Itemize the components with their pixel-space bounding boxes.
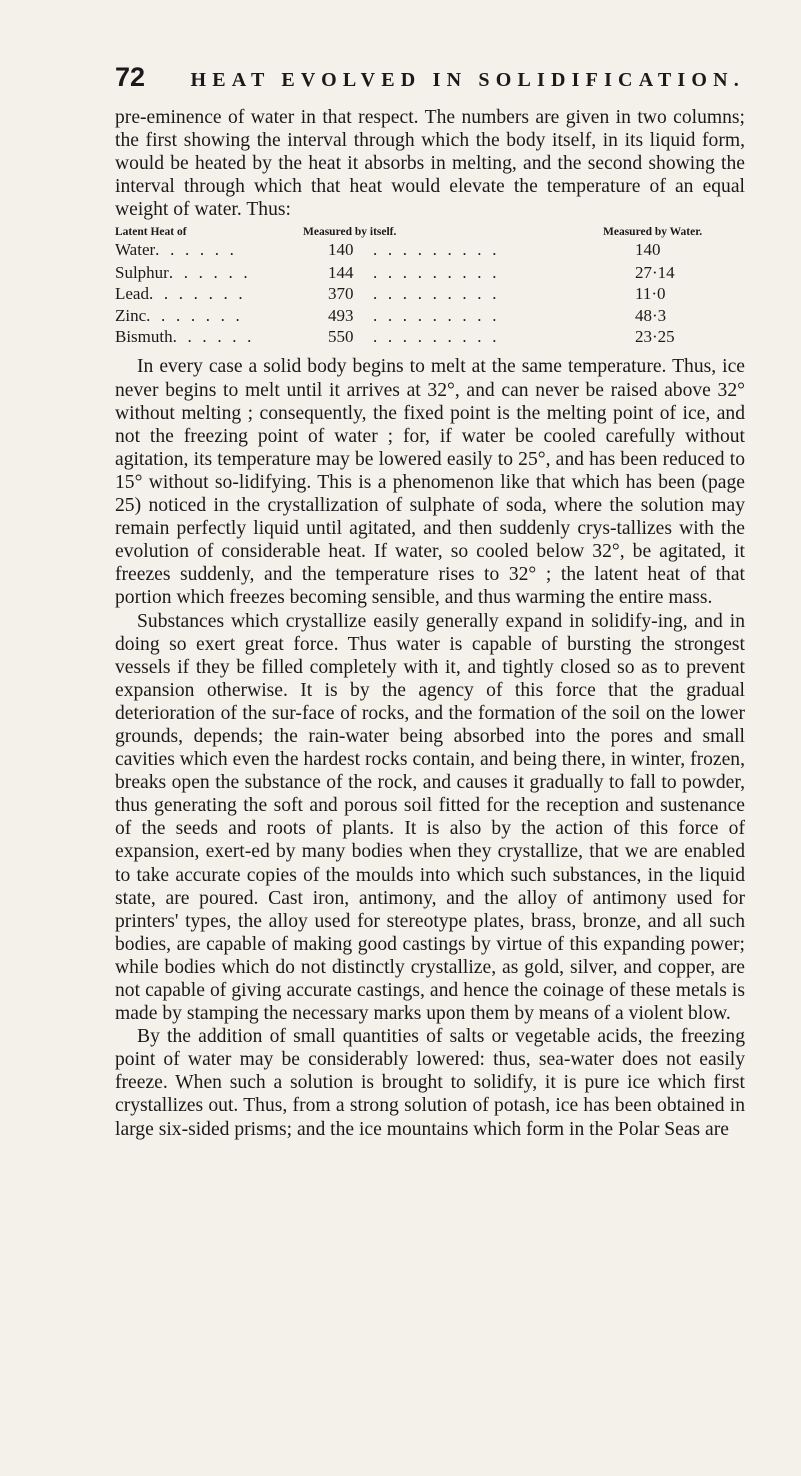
row-leader: . . . . . . bbox=[172, 327, 255, 347]
paragraph: Substances which crystallize easily generally expand in solidify-ing, and in doing so exert great force. Thus water is capable of bursting the strongest vessels if they be filled completely with it, and tightly closed so as to prevent expansion otherwise. It is by the agency of this force that the gradual deterioration of the sur-face of rocks, and the formation of the soil on the lower grounds, depends; the rain-water being absorbed into the pores and small cavities which even the hardest rocks contain, and being there, in winter, frozen, breaks open the substance of the rock, and causes it gradually to fall to powder, thus generating the soft and porous soil fitted for the reception and sustenance of the seeds and roots of plants. It is also by the action of this force of expansion, exert-ed by many bodies when they crystallize, that we are enabled to take accurate copies of the moulds into which such substances, in the liquid state, are poured. Cast iron, antimony, and the alloy of antimony used for printers' types, the alloy used for stereotype plates, brass, bronze, and all such bodies, are capable of making good castings by virtue of this expanding power; while bodies which do not distinctly crystallize, as gold, silver, and copper, are not capable of giving accurate castings, and hence the coinage of these metals is made by stamping the necessary marks upon them by means of a violent blow. bbox=[115, 610, 745, 1025]
row-substance: Water bbox=[115, 240, 156, 260]
running-title: HEAT EVOLVED IN SOLIDIFICATION. bbox=[190, 69, 745, 91]
intro-paragraph: pre-eminence of water in that respect. The numbers are given in two columns; the first showing the interval through which the body itself, in its liquid form, would be heated by the heat it absorbs in melting, and the second showing the interval through which that heat would elevate the temperature of an equal weight of water. Thus: bbox=[115, 107, 745, 221]
row-value-itself: 370 bbox=[328, 284, 354, 304]
row-leader: . . . . . . . bbox=[148, 284, 246, 304]
table-row bbox=[115, 306, 695, 325]
row-substance: Sulphur bbox=[115, 263, 169, 283]
row-value-itself: 144 bbox=[328, 263, 354, 283]
row-leader: . . . . . . . bbox=[146, 306, 244, 326]
table-row bbox=[115, 240, 695, 259]
row-leader: . . . . . . bbox=[168, 263, 251, 283]
table-row bbox=[115, 327, 695, 346]
row-value-water: 140 bbox=[635, 240, 661, 260]
row-value-water: 23·25 bbox=[635, 327, 675, 347]
body-text bbox=[115, 355, 745, 1140]
table-row bbox=[115, 284, 695, 303]
row-value-itself: 550 bbox=[328, 327, 354, 347]
table-header-water: Measured by Water. bbox=[603, 226, 703, 239]
row-value-water: 48·3 bbox=[635, 306, 667, 326]
row-substance: Lead bbox=[115, 284, 149, 304]
row-value-water: 27·14 bbox=[635, 263, 675, 283]
latent-heat-table bbox=[115, 223, 745, 351]
row-leader: . . . . . . bbox=[155, 240, 238, 260]
row-substance: Bismuth bbox=[115, 327, 173, 347]
row-leader: . . . . . . . . . bbox=[373, 240, 500, 260]
row-leader: . . . . . . . . . bbox=[373, 306, 500, 326]
paragraph: In every case a solid body begins to melt at the same temperature. Thus, ice never begins to melt until it arrives at 32°, and can never be raised above 32° without melting ; consequently, the fixed point is the melting point of ice, and not the freezing point of water ; for, if water be cooled carefully without agitation, its temperature may be lowered easily to 25°, and has been reduced to 15° without so-lidifying. This is a phenomenon like that which has been (page 25) noticed in the crystallization of sulphate of soda, where the solution may remain perfectly liquid until agitated, and then suddenly crys-tallizes with the evolution of considerable heat. If water, so cooled below 32°, be agitated, it freezes suddenly, and the temperature rises to 32° ; the latent heat of that portion which freezes becoming sensible, and thus warming the entire mass. bbox=[115, 356, 745, 609]
table-header-itself: Measured by itself. bbox=[303, 226, 397, 239]
row-substance: Zinc bbox=[115, 306, 147, 326]
row-value-itself: 493 bbox=[328, 306, 354, 326]
book-page bbox=[115, 62, 745, 1141]
table-row bbox=[115, 263, 695, 282]
row-leader: . . . . . . . . . bbox=[373, 327, 500, 347]
table-header-substance: Latent Heat of bbox=[115, 226, 187, 239]
running-head bbox=[115, 62, 745, 106]
row-value-itself: 140 bbox=[328, 240, 354, 260]
row-leader: . . . . . . . . . bbox=[373, 263, 500, 283]
page-number: 72 bbox=[115, 62, 146, 92]
paragraph: By the addition of small quantities of salts or vegetable acids, the freezing point of water may be considerably lowered: thus, sea-water does not easily freeze. When such a solution is brought to solidify, it is pure ice which first crystallizes out. Thus, from a strong solution of potash, ice has been obtained in large six-sided prisms; and the ice mountains which form in the Polar Seas are bbox=[115, 1026, 745, 1140]
row-leader: . . . . . . . . . bbox=[373, 284, 500, 304]
row-value-water: 11·0 bbox=[635, 284, 666, 304]
